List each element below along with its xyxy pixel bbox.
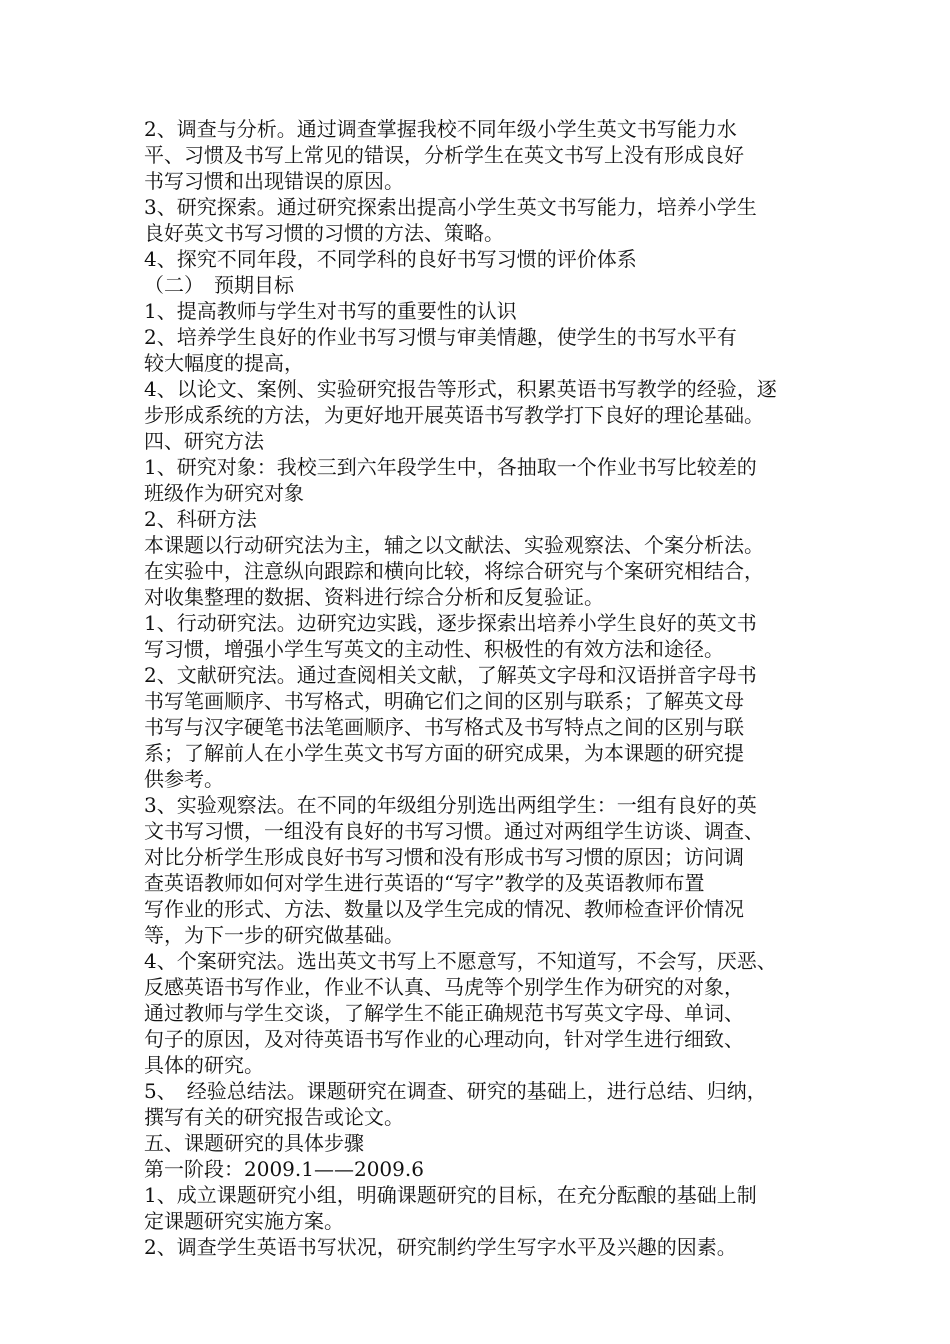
text-line: 5、 经验总结法。课题研究在调查、研究的基础上，进行总结、归纳， — [144, 1079, 767, 1103]
text-line: 本课题以行动研究法为主，辅之以文献法、实验观察法、个案分析法。 — [144, 533, 764, 557]
text-line: 2、科研方法 — [144, 507, 257, 531]
text-line: 写习惯，增强小学生写英文的主动性、积极性的有效方法和途径。 — [144, 637, 724, 661]
text-line: 在实验中，注意纵向跟踪和横向比较，将综合研究与个案研究相结合， — [144, 559, 764, 583]
text-line: 1、成立课题研究小组，明确课题研究的目标，在充分酝酿的基础上制 — [144, 1183, 757, 1207]
text-line: 查英语教师如何对学生进行英语的“写字”教学的及英语教师布置 — [144, 871, 705, 895]
document-body — [144, 116, 824, 1260]
text-line: 对比分析学生形成良好书写习惯和没有形成书写习惯的原因；访问调 — [144, 845, 744, 869]
text-line: 定课题研究实施方案。 — [144, 1209, 344, 1233]
text-line: 具体的研究。 — [144, 1053, 264, 1077]
text-line: 步形成系统的方法，为更好地开展英语书写教学打下良好的理论基础。 — [144, 403, 764, 427]
text-line: 4、探究不同年段，不同学科的良好书写习惯的评价体系 — [144, 247, 637, 271]
text-line: （二） 预期目标 — [144, 273, 294, 297]
text-line: 撰写有关的研究报告或论文。 — [144, 1105, 404, 1129]
text-line: 句子的原因，及对待英语书写作业的心理动向，针对学生进行细致、 — [144, 1027, 744, 1051]
text-line: 书写笔画顺序、书写格式，明确它们之间的区别与联系；了解英文母 — [144, 689, 744, 713]
text-line: 较大幅度的提高， — [144, 351, 304, 375]
text-line: 书写与汉字硬笔书法笔画顺序、书写格式及书写特点之间的区别与联 — [144, 715, 744, 739]
text-line: 文书写习惯，一组没有良好的书写习惯。通过对两组学生访谈、调查、 — [144, 819, 764, 843]
text-line: 4、个案研究法。选出英文书写上不愿意写，不知道写，不会写，厌恶、 — [144, 949, 777, 973]
text-line: 第一阶段：2009.1——2009.6 — [144, 1157, 424, 1181]
text-line: 2、调查学生英语书写状况，研究制约学生写字水平及兴趣的因素。 — [144, 1235, 737, 1259]
text-line: 四、研究方法 — [144, 429, 264, 453]
text-line: 书写习惯和出现错误的原因。 — [144, 169, 404, 193]
text-line: 3、实验观察法。在不同的年级组分别选出两组学生：一组有良好的英 — [144, 793, 757, 817]
text-line: 平、习惯及书写上常见的错误，分析学生在英文书写上没有形成良好 — [144, 143, 744, 167]
text-line: 供参考。 — [144, 767, 224, 791]
text-line: 4、以论文、案例、实验研究报告等形式，积累英语书写教学的经验，逐 — [144, 377, 777, 401]
text-line: 2、调查与分析。通过调查掌握我校不同年级小学生英文书写能力水 — [144, 117, 737, 141]
text-line: 良好英文书写习惯的习惯的方法、策略。 — [144, 221, 504, 245]
text-line: 2、培养学生良好的作业书写习惯与审美情趣，使学生的书写水平有 — [144, 325, 737, 349]
text-line: 1、行动研究法。边研究边实践，逐步探索出培养小学生良好的英文书 — [144, 611, 757, 635]
text-line: 1、提高教师与学生对书写的重要性的认识 — [144, 299, 517, 323]
text-line: 对收集整理的数据、资料进行综合分析和反复验证。 — [144, 585, 604, 609]
text-line: 班级作为研究对象 — [144, 481, 304, 505]
text-line: 1、研究对象：我校三到六年段学生中，各抽取一个作业书写比较差的 — [144, 455, 757, 479]
text-line: 写作业的形式、方法、数量以及学生完成的情况、教师检查评价情况 — [144, 897, 744, 921]
text-line: 通过教师与学生交谈，了解学生不能正确规范书写英文字母、单词、 — [144, 1001, 744, 1025]
text-line: 2、文献研究法。通过查阅相关文献，了解英文字母和汉语拼音字母书 — [144, 663, 757, 687]
text-line: 3、研究探索。通过研究探索出提高小学生英文书写能力，培养小学生 — [144, 195, 757, 219]
text-line: 五、课题研究的具体步骤 — [144, 1131, 364, 1155]
text-line: 反感英语书写作业，作业不认真、马虎等个别学生作为研究的对象， — [144, 975, 744, 999]
text-line: 等，为下一步的研究做基础。 — [144, 923, 404, 947]
text-line: 系；了解前人在小学生英文书写方面的研究成果，为本课题的研究提 — [144, 741, 744, 765]
